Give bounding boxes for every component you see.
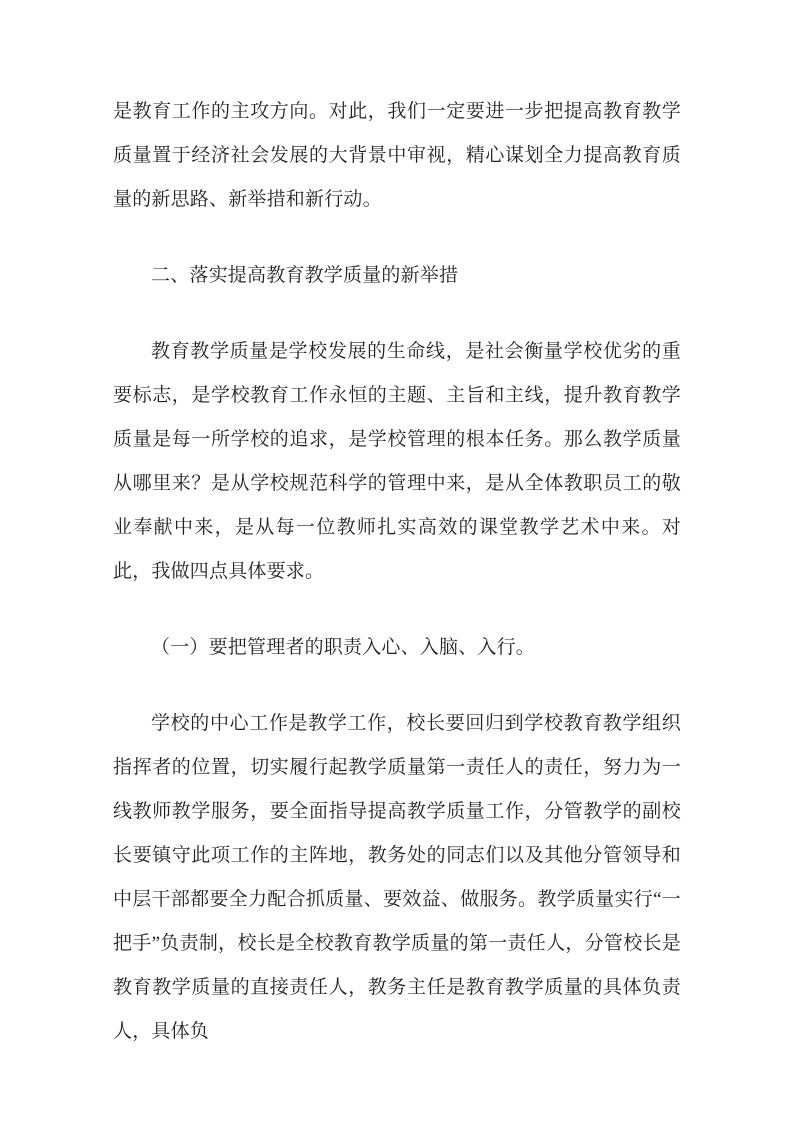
body-paragraph: 教育教学质量是学校发展的生命线，是社会衡量学校优劣的重要标志，是学校教育工作永恒的主题、主旨和主线，提升教育教学质量是每一所学校的追求，是学校管理的根本任务。那么教学质量从哪里来？是从学校规范科学的管理中来，是从全体教职员工的敬业奉献中来，是从每一位教师扎实高效的课堂教学艺术中来。对此，我做四点具体要求。 — [113, 341, 681, 582]
subsection-heading: （一）要把管理者的职责入心、入脑、入行。 — [151, 637, 536, 658]
section-heading: 二、落实提高教育教学质量的新举措 — [151, 265, 459, 286]
body-paragraph-continuation: 是教育工作的主攻方向。对此，我们一定要进一步把提高教育教学质量置于经济社会发展的大背景中审视，精心谋划全力提高教育质量的新思路、新举措和新行动。 — [113, 101, 681, 210]
body-paragraph: 学校的中心工作是教学工作，校长要回归到学校教育教学组织指挥者的位置，切实履行起教学质量第一责任人的责任，努力为一线教师教学服务，要全面指导提高教学质量工作，分管教学的副校长要镇守此项工作的主阵地，教务处的同志们以及其他分管领导和中层干部都要全力配合抓质量、要效益、做服务。教学质量实行“一把手”负责制，校长是全校教育教学质量的第一责任人，分管校长是教育教学质量的直接责任人，教务主任是教育教学质量的具体负责人，具体负 — [113, 713, 681, 1042]
